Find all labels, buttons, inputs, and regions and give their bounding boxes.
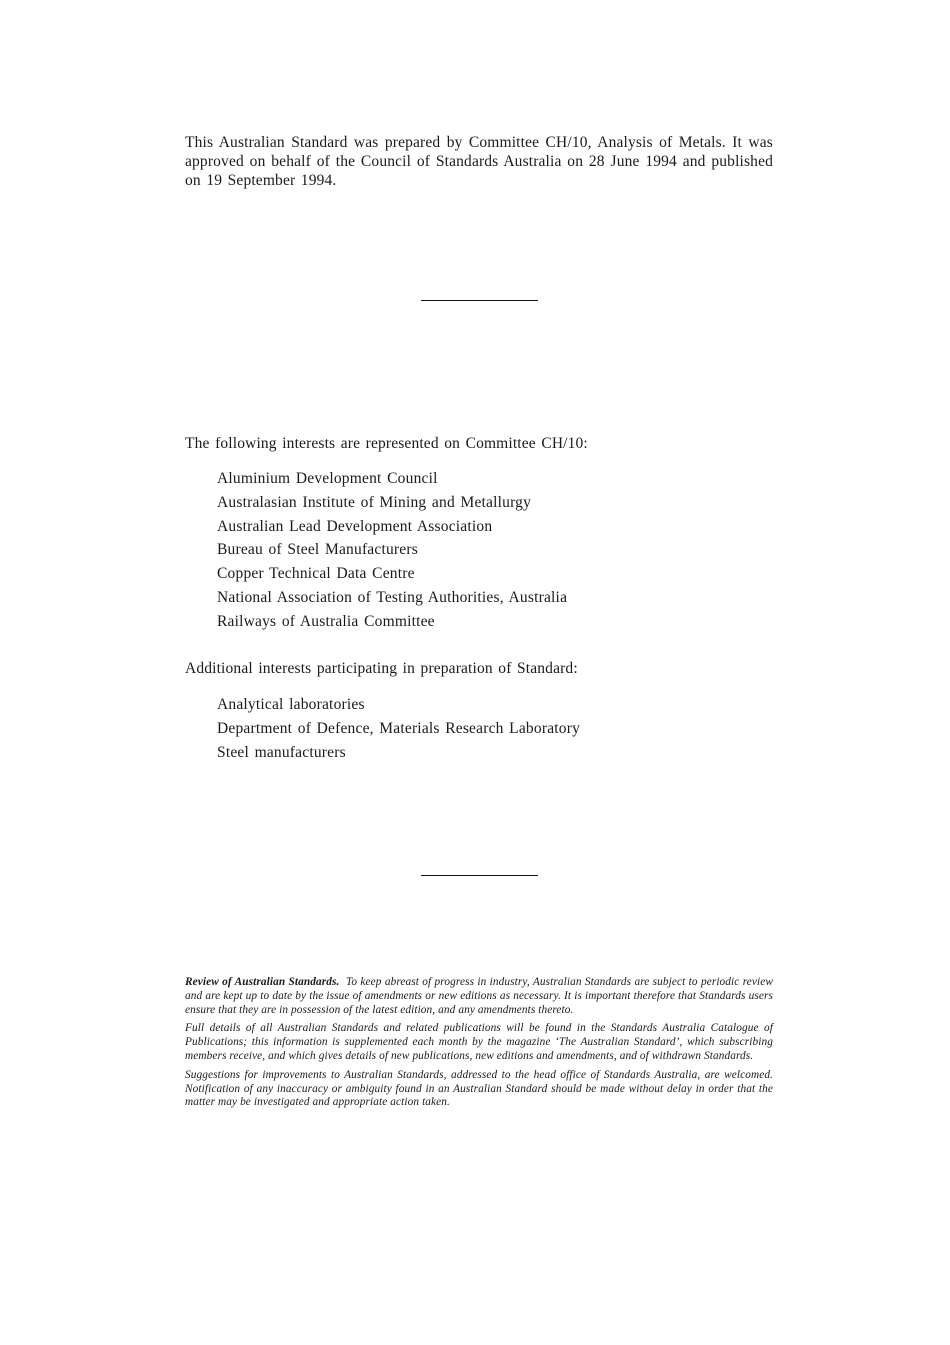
list-item: Copper Technical Data Centre — [217, 565, 415, 583]
preparation-statement: This Australian Standard was prepared by Committee CH/10, Analysis of Metals. It was approved on behalf of the Council of Standards Australia on 28 June 1994 and published on 19 September 1994. — [185, 134, 773, 189]
list-item: Bureau of Steel Manufacturers — [217, 541, 418, 559]
list-item: Australasian Institute of Mining and Metallurgy — [217, 493, 532, 511]
list-item: National Association of Testing Authorities, Australia — [217, 588, 568, 606]
additional-interests-list — [217, 695, 580, 766]
additional-interests-heading: Additional interests participating in preparation of Standard: — [185, 660, 578, 677]
review-note-text: To keep abreast of progress in industry, Australian Standards are subject to periodic review and are kept up to date by the issue of amendments or new editions as necessary. It is important therefore that Standards users ensure that they are in possession of the latest edition, and any amendments thereto. — [185, 976, 773, 1016]
section-divider — [421, 300, 538, 301]
list-item: Department of Defence, Materials Research Laboratory — [217, 719, 581, 737]
list-item: Aluminium Development Council — [217, 470, 438, 487]
list-item: Steel manufacturers — [217, 743, 346, 761]
committee-heading: The following interests are represented on Committee CH/10: — [185, 435, 588, 452]
review-note-title: Review of Australian Standards. — [185, 976, 340, 988]
standards-notes — [185, 976, 773, 1115]
section-divider — [421, 875, 538, 876]
list-item: Railways of Australia Committee — [217, 612, 435, 630]
list-item: Australian Lead Development Association — [217, 517, 493, 535]
review-note — [185, 976, 773, 1017]
list-item: Analytical laboratories — [217, 696, 365, 713]
suggestions-note: Suggestions for improvements to Australian Standards, addressed to the head office of Standards Australia, are welcomed. Notification of any inaccuracy or ambiguity found in an Australian Standard should be made without delay in order that the matter may be investigated and appropriate action taken. — [185, 1068, 773, 1109]
committee-member-list — [217, 469, 567, 636]
catalogue-note: Full details of all Australian Standards and related publications will be found in the Standards Australia Catalogue of Publications; this information is supplemented each month by the magazine ‘The Australian Standard’, which subscribing members receive, and which gives details of new publications, new editions and amendments, and of withdrawn Standards. — [185, 1022, 773, 1062]
